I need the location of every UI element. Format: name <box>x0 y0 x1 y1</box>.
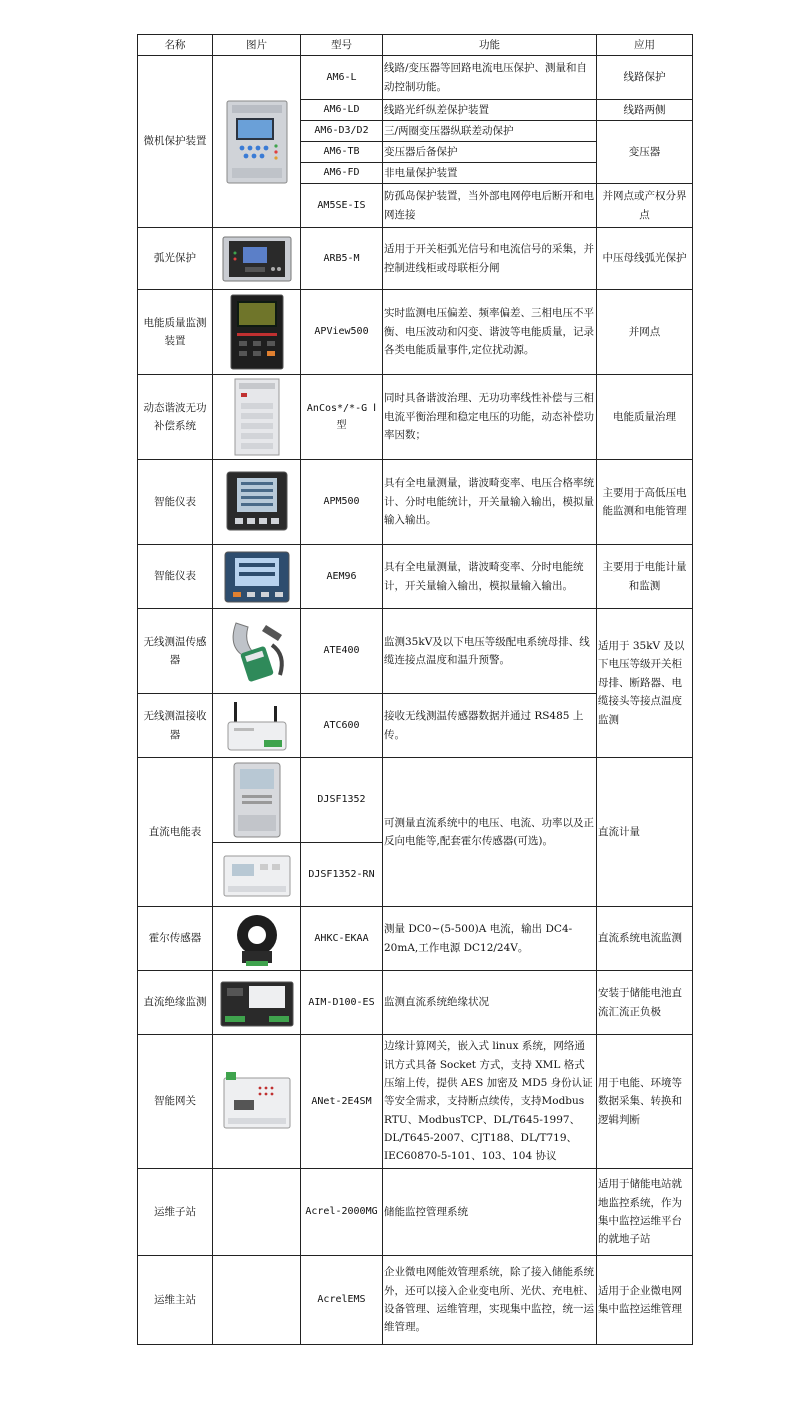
model: APView500 <box>301 290 383 375</box>
function: 企业微电网能效管理系统，除了接入储能系统外，还可以接入企业变电所、光伏、充电桩、设备管理、运维管理，实现集中监控，统一运维管理。 <box>383 1256 597 1345</box>
product-image-cell <box>213 1035 301 1169</box>
smart-meter-aem-image <box>223 550 291 604</box>
table-row <box>138 460 693 545</box>
table-row <box>138 228 693 290</box>
application: 线路保护 <box>597 56 693 100</box>
table-header <box>138 35 693 56</box>
header-model: 型号 <box>301 35 383 56</box>
table-row <box>138 907 693 971</box>
model: ATE400 <box>301 609 383 694</box>
model: ARB5-M <box>301 228 383 290</box>
table-row <box>138 290 693 375</box>
product-image-cell <box>213 375 301 460</box>
header-application: 应用 <box>597 35 693 56</box>
model: AM6-TB <box>301 142 383 163</box>
model: AHKC-EKAA <box>301 907 383 971</box>
product-image-cell <box>213 758 301 843</box>
table-row <box>138 56 693 100</box>
application: 并网点或产权分界点 <box>597 184 693 228</box>
function: 实时监测电压偏差、频率偏差、三相电压不平衡、电压波动和闪变、谐波等电能质量，记录各类电能质量事件,定位扰动源。 <box>383 290 597 375</box>
product-name: 直流电能表 <box>138 758 213 907</box>
function: 线路光纤纵差保护装置 <box>383 100 597 121</box>
function: 接收无线测温传感器数据并通过 RS485 上传。 <box>383 694 597 758</box>
product-image-cell <box>213 460 301 545</box>
product-name: 智能仪表 <box>138 460 213 545</box>
model: AIM-D100-ES <box>301 971 383 1035</box>
product-image-cell <box>213 228 301 290</box>
power-quality-monitor-image <box>229 293 285 371</box>
model: AM5SE-IS <box>301 184 383 228</box>
function: 监测直流系统绝缘状况 <box>383 971 597 1035</box>
application: 主要用于电能计量和监测 <box>597 545 693 609</box>
table-row <box>138 375 693 460</box>
arc-protection-image <box>221 233 293 285</box>
product-name: 智能仪表 <box>138 545 213 609</box>
table-row <box>138 1035 693 1169</box>
application: 电能质量治理 <box>597 375 693 460</box>
function: 储能监控管理系统 <box>383 1169 597 1256</box>
function: 适用于开关柜弧光信号和电流信号的采集，并控制进线柜或母联柜分闸 <box>383 228 597 290</box>
product-image-cell <box>213 290 301 375</box>
application: 中压母线弧光保护 <box>597 228 693 290</box>
product-image-cell <box>213 1256 301 1345</box>
product-name: 无线测温传感器 <box>138 609 213 694</box>
model: AEM96 <box>301 545 383 609</box>
application: 直流系统电流监测 <box>597 907 693 971</box>
product-name: 动态谐波无功补偿系统 <box>138 375 213 460</box>
product-name: 智能网关 <box>138 1035 213 1169</box>
application: 变压器 <box>597 121 693 184</box>
product-name: 弧光保护 <box>138 228 213 290</box>
function: 非电量保护装置 <box>383 163 597 184</box>
application: 直流计量 <box>597 758 693 907</box>
dc-rail-meter-image <box>222 850 292 900</box>
application: 适用于储能电站就地监控系统，作为集中监控运维平台的就地子站 <box>597 1169 693 1256</box>
function: 具有全电量测量，谐波畸变率、分时电能统计，开关量输入输出，模拟量输入输出。 <box>383 545 597 609</box>
header-name: 名称 <box>138 35 213 56</box>
application: 适用于 35kV 及以下电压等级开关柜母排、断路器、电缆接头等接点温度监测 <box>597 609 693 758</box>
harmonic-compensation-cabinet-image <box>233 377 281 457</box>
product-image-cell <box>213 545 301 609</box>
model: APM500 <box>301 460 383 545</box>
product-name: 无线测温接收器 <box>138 694 213 758</box>
product-table <box>137 34 693 1345</box>
function: 边缘计算网关，嵌入式 linux 系统，网络通讯方式具备 Socket 方式，支持 XML 格式压缩上传，提供 AES 加密及 MD5 身份认证等安全需求，支持断点续传，支持Modbus RTU、ModbusTCP、DL/T645-1997、DL/T645-2007、CJT188、DL/T719、IEC60870-5-101、103、104 协议 <box>383 1035 597 1169</box>
product-name: 霍尔传感器 <box>138 907 213 971</box>
function: 具有全电量测量，谐波畸变率、电压合格率统计、分时电能统计，开关量输入输出，模拟量输入输出。 <box>383 460 597 545</box>
hall-sensor-image <box>228 911 286 967</box>
table-row <box>138 545 693 609</box>
model: AcrelEMS <box>301 1256 383 1345</box>
model: AM6-L <box>301 56 383 100</box>
table-row <box>138 1169 693 1256</box>
function: 监测35kV及以下电压等级配电系统母排、线缆连接点温度和温升预警。 <box>383 609 597 694</box>
header-image: 图片 <box>213 35 301 56</box>
model: DJSF1352 <box>301 758 383 843</box>
application: 适用于企业微电网集中监控运维管理 <box>597 1256 693 1345</box>
product-image-cell <box>213 694 301 758</box>
function: 可测量直流系统中的电压、电流、功率以及正反向电能等,配套霍尔传感器(可选)。 <box>383 758 597 907</box>
gateway-image <box>220 1070 294 1134</box>
model: AM6-FD <box>301 163 383 184</box>
application: 并网点 <box>597 290 693 375</box>
function: 三/两圈变压器纵联差动保护 <box>383 121 597 142</box>
table-row <box>138 971 693 1035</box>
table-row <box>138 758 693 843</box>
product-name: 电能质量监测装置 <box>138 290 213 375</box>
table-row <box>138 609 693 694</box>
application: 主要用于高低压电能监测和电能管理 <box>597 460 693 545</box>
smart-meter-apm-image <box>225 470 289 534</box>
wireless-receiver-image <box>224 698 290 754</box>
function: 变压器后备保护 <box>383 142 597 163</box>
header-function: 功能 <box>383 35 597 56</box>
application: 线路两侧 <box>597 100 693 121</box>
product-image-cell <box>213 843 301 907</box>
table-row <box>138 1256 693 1345</box>
product-name: 直流绝缘监测 <box>138 971 213 1035</box>
model: Acrel-2000MG <box>301 1169 383 1256</box>
model: ATC600 <box>301 694 383 758</box>
insulation-monitor-image <box>219 976 295 1030</box>
product-image-cell <box>213 56 301 228</box>
product-name: 运维主站 <box>138 1256 213 1345</box>
model: AM6-LD <box>301 100 383 121</box>
model: ANet-2E4SM <box>301 1035 383 1169</box>
product-name: 微机保护装置 <box>138 56 213 228</box>
application: 用于电能、环境等数据采集、转换和逻辑判断 <box>597 1035 693 1169</box>
product-image-cell <box>213 907 301 971</box>
dc-meter-image <box>232 761 282 839</box>
product-image-cell <box>213 1169 301 1256</box>
function: 同时具备谐波治理、无功功率线性补偿与三相电流平衡治理和稳定电压的功能，动态补偿功率因数； <box>383 375 597 460</box>
function: 线路/变压器等回路电流电压保护、测量和自动控制功能。 <box>383 56 597 100</box>
wireless-temp-sensor-image <box>222 615 292 687</box>
protection-relay-image <box>226 100 288 184</box>
function: 防孤岛保护装置，当外部电网停电后断开和电网连接 <box>383 184 597 228</box>
model: DJSF1352-RN <box>301 843 383 907</box>
function: 测量 DC0~(5-500)A 电流，输出 DC4-20mA,工作电源 DC12/24V。 <box>383 907 597 971</box>
application: 安装于储能电池直流汇流正负极 <box>597 971 693 1035</box>
product-image-cell <box>213 971 301 1035</box>
product-name: 运维子站 <box>138 1169 213 1256</box>
model: AnCos*/*-G Ⅰ型 <box>301 375 383 460</box>
model: AM6-D3/D2 <box>301 121 383 142</box>
product-image-cell <box>213 609 301 694</box>
